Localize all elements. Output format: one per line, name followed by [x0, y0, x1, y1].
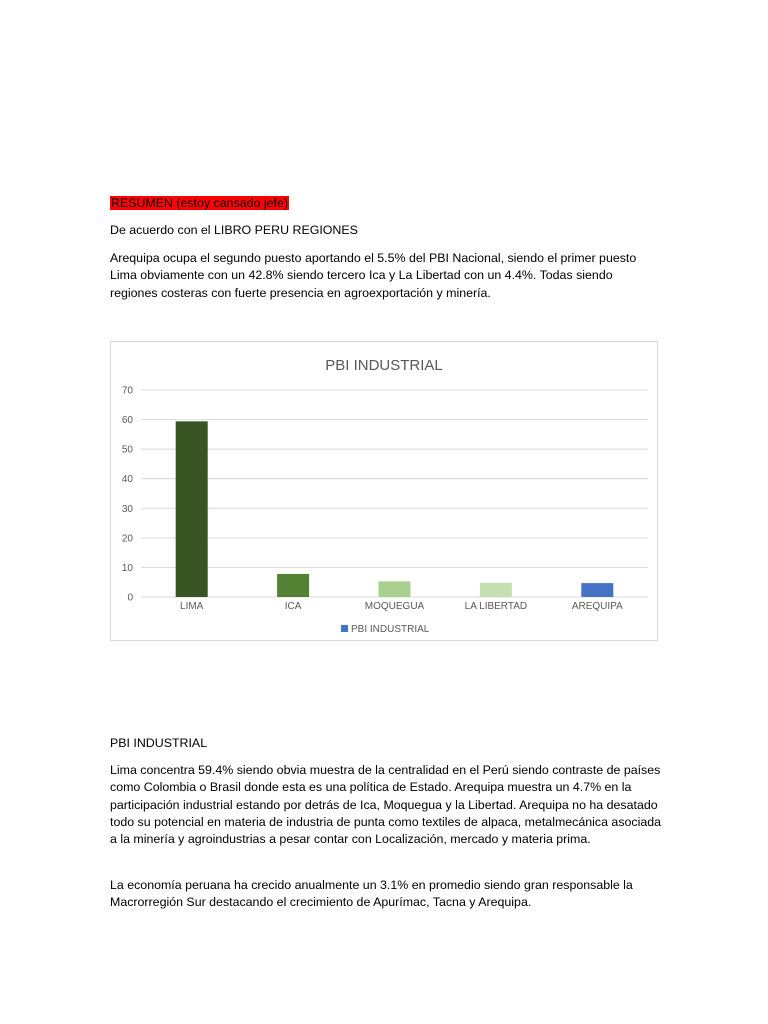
bar-arequipa	[581, 583, 613, 597]
intro-paragraph: Arequipa ocupa el segundo puesto aportando el 5.5% del PBI Nacional, siendo el primer puesto Lima obviamente con un 42.8% siendo tercero Ica y La Libertad con un 4.4%. Todas siendo regiones costeras con fuerte presencia en agroexportación y minería.	[110, 251, 637, 300]
legend-swatch	[341, 625, 348, 632]
bar-ica	[277, 574, 309, 597]
source-line: De acuerdo con el LIBRO PERU REGIONES	[110, 223, 358, 237]
section-heading: PBI INDUSTRIAL	[110, 736, 208, 750]
y-tick-label: 40	[121, 474, 133, 486]
y-tick-label: 30	[121, 503, 133, 515]
chart-gridlines	[141, 390, 648, 597]
y-tick-label: 0	[127, 592, 133, 604]
y-tick-label: 60	[121, 415, 133, 427]
highlighted-heading-text: RESUMEN (estoy cansado jefe)	[111, 196, 288, 210]
x-tick-label: LIMA	[180, 601, 204, 612]
industrial-paragraph: Lima concentra 59.4% siendo obvia muestra de la centralidad en el Perú siendo contraste de países como Colombia o Brasil donde esta es una política de Estado. Arequipa muestra un 4.7% en la participación industrial estando por detrás de Ica, Moquegua y la Libertad. Arequipa no ha desatado todo su potencial en materia de industria de punta como textiles de alpaca, metalmecánica asociada a la minería y agroindustrias a pesar contar con Localización, mercado y materia prima.	[110, 763, 662, 847]
bar-lima	[176, 421, 208, 597]
chart-bars	[176, 421, 614, 597]
chart-title: PBI INDUSTRIAL	[325, 357, 443, 374]
bar-moquegua	[379, 581, 411, 597]
growth-paragraph: La economía peruana ha crecido anualmente un 3.1% en promedio siendo gran responsable la Macrorregión Sur destacando el crecimiento de Apurímac, Tacna y Arequipa.	[110, 878, 633, 910]
chart-x-axis	[180, 601, 623, 612]
x-tick-label: ICA	[284, 601, 302, 612]
x-tick-label: LA LIBERTAD	[464, 601, 528, 612]
chart-legend	[341, 624, 430, 635]
chart-y-axis	[122, 386, 134, 604]
y-tick-label: 50	[121, 444, 133, 456]
chart-canvas	[111, 342, 657, 640]
bar-la-libertad	[480, 583, 512, 597]
legend-label: PBI INDUSTRIAL	[351, 624, 430, 635]
bar-chart	[110, 341, 658, 641]
y-tick-label: 20	[121, 533, 133, 545]
y-tick-label: 10	[121, 562, 133, 574]
y-tick-label: 70	[121, 385, 133, 397]
x-tick-label: AREQUIPA	[571, 601, 623, 612]
highlighted-heading	[110, 195, 289, 212]
x-tick-label: MOQUEGUA	[364, 601, 425, 612]
